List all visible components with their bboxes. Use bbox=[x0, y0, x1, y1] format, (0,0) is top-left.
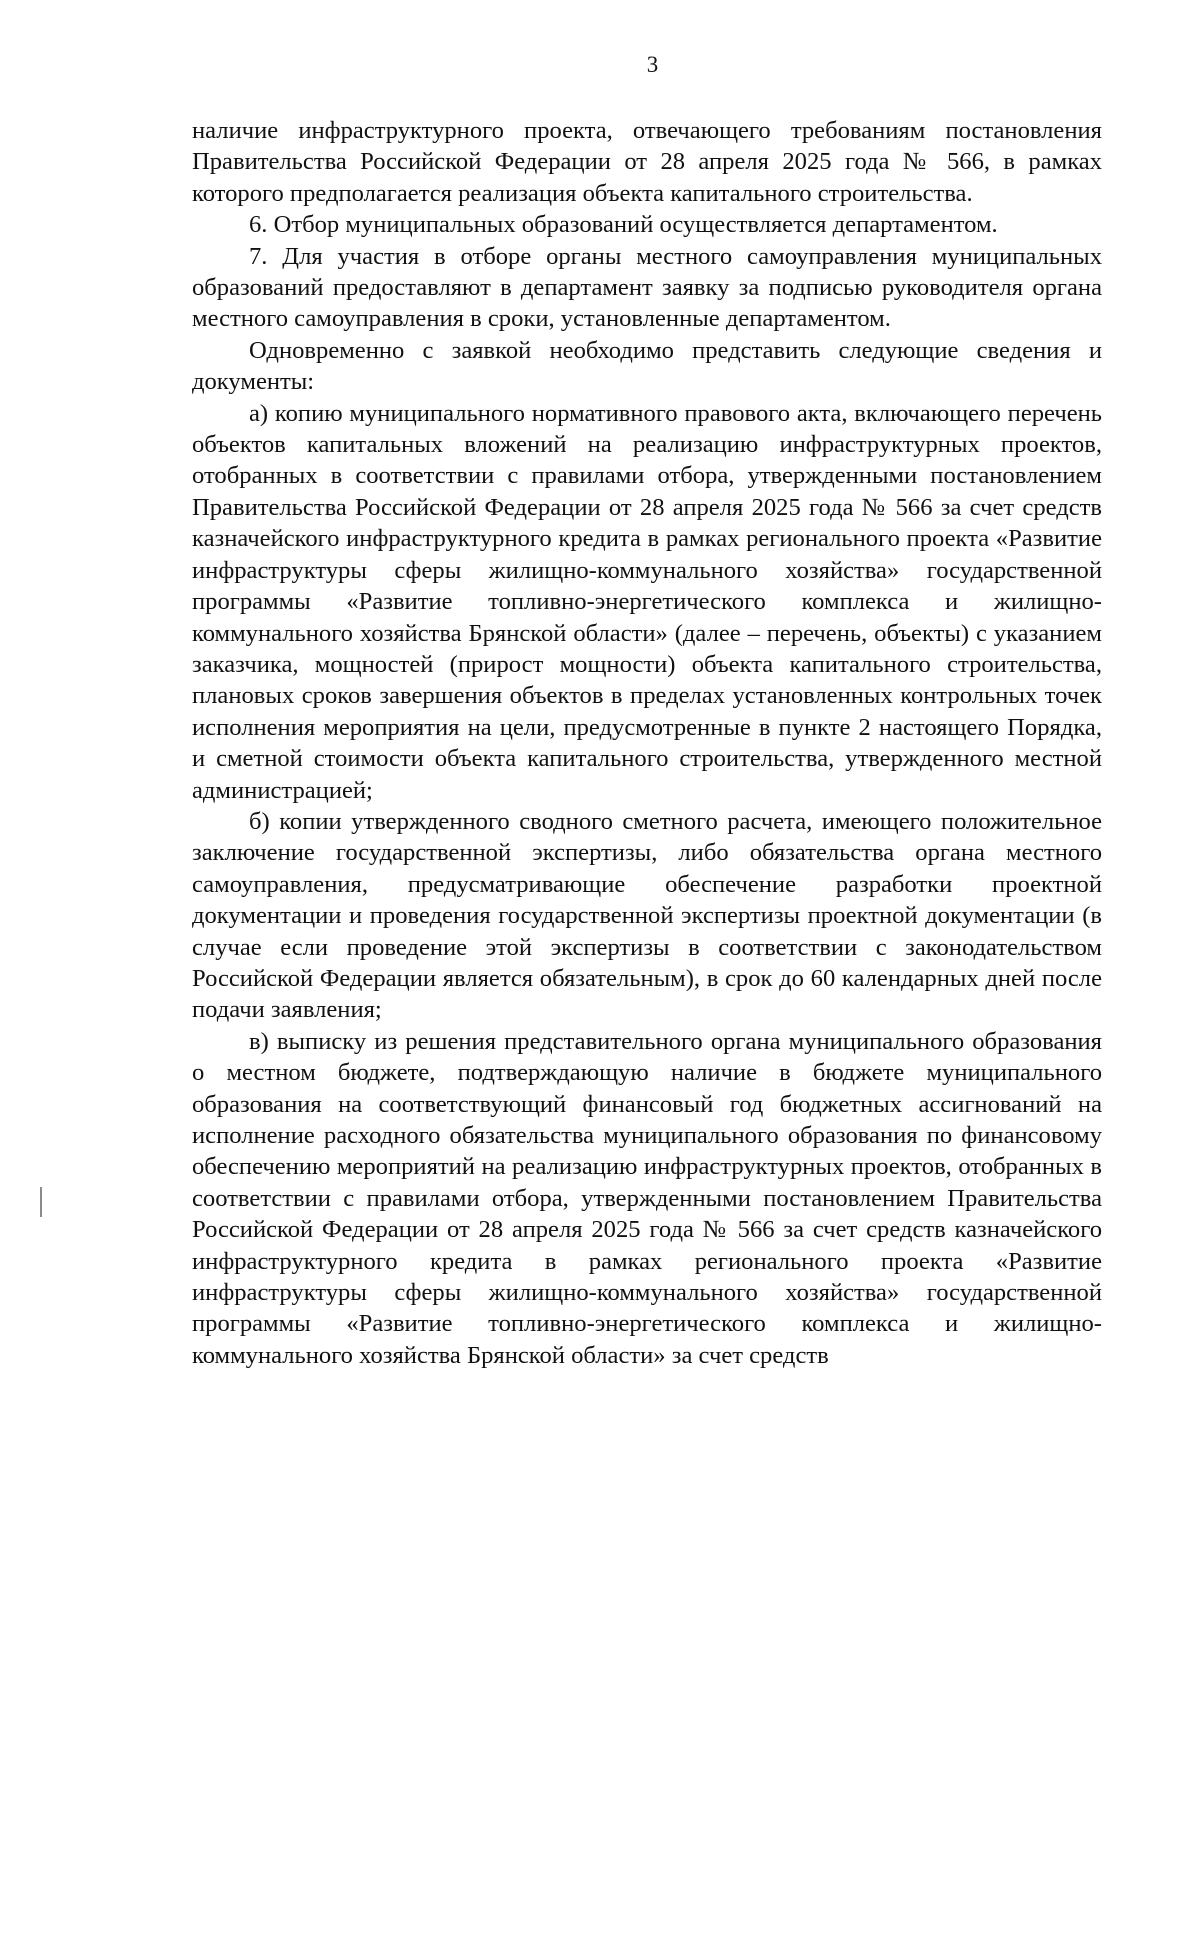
document-body bbox=[192, 115, 1102, 1371]
paragraph-continuation: наличие инфраструктурного проекта, отвечающего требованиям постановления Правительства Российской Федерации от 28 апреля 2025 года № 566, в рамках которого предполагается реализация объекта капитального строительства. bbox=[192, 117, 1102, 207]
paragraph-documents-intro: Одновременно с заявкой необходимо представить следующие сведения и документы: bbox=[192, 336, 1102, 396]
page-number: 3 bbox=[646, 52, 659, 77]
scan-margin-mark bbox=[40, 1187, 42, 1217]
paragraph-subitem-v: в) выписку из решения представительного органа муниципального образования о местном бюджете, подтверждающую наличие в бюджете муниципального образования на соответствующий финансовый год бюджетных ассигнований на исполнение расходного обязательства муниципального образования по финансовому обеспечению мероприятий на реализацию инфраструктурных проектов, отобранных в соответствии с правилами отбора, утвержденными постановлением Правительства Российской Федерации от 28 апреля 2025 года № 566 за счет средств казначейского инфраструктурного кредита в рамках регионального проекта «Развитие инфраструктуры сферы жилищно-коммунального хозяйства» государственной программы «Развитие топливно-энергетического комплекса и жилищно-коммунального хозяйства Брянской области» за счет средств bbox=[192, 1027, 1102, 1369]
paragraph-item-7: 7. Для участия в отборе органы местного самоуправления муниципальных образований предоставляют в департамент заявку за подписью руководителя органа местного самоуправления в сроки, установленные департаментом. bbox=[192, 242, 1102, 333]
paragraph-subitem-a: а) копию муниципального нормативного правового акта, включающего перечень объектов капитальных вложений на реализацию инфраструктурных проектов, отобранных в соответствии с правилами отбора, утвержденными постановлением Правительства Российской Федерации от 28 апреля 2025 года № 566 за счет средств казначейского инфраструктурного кредита в рамках регионального проекта «Развитие инфраструктуры сферы жилищно-коммунального хозяйства» государственной программы «Развитие топливно-энергетического комплекса и жилищно-коммунального хозяйства Брянской области» (далее – перечень, объекты) с указанием заказчика, мощностей (прирост мощности) объекта капитального строительства, плановых сроков завершения объектов в пределах установленных контрольных точек исполнения мероприятия на цели, предусмотренные в пункте 2 настоящего Порядка, и сметной стоимости объекта капитального строительства, утвержденного местной администрацией; bbox=[192, 399, 1102, 804]
paragraph-subitem-b: б) копии утвержденного сводного сметного расчета, имеющего положительное заключение государственной экспертизы, либо обязательства органа местного самоуправления, предусматривающие обеспечение разработки проектной документации и проведения государственной экспертизы проектной документации (в случае если проведение этой экспертизы в соответствии с законодательством Российской Федерации является обязательным), в срок до 60 календарных дней после подачи заявления; bbox=[192, 807, 1102, 1024]
paragraph-item-6: 6. Отбор муниципальных образований осуществляется департаментом. bbox=[249, 211, 998, 239]
